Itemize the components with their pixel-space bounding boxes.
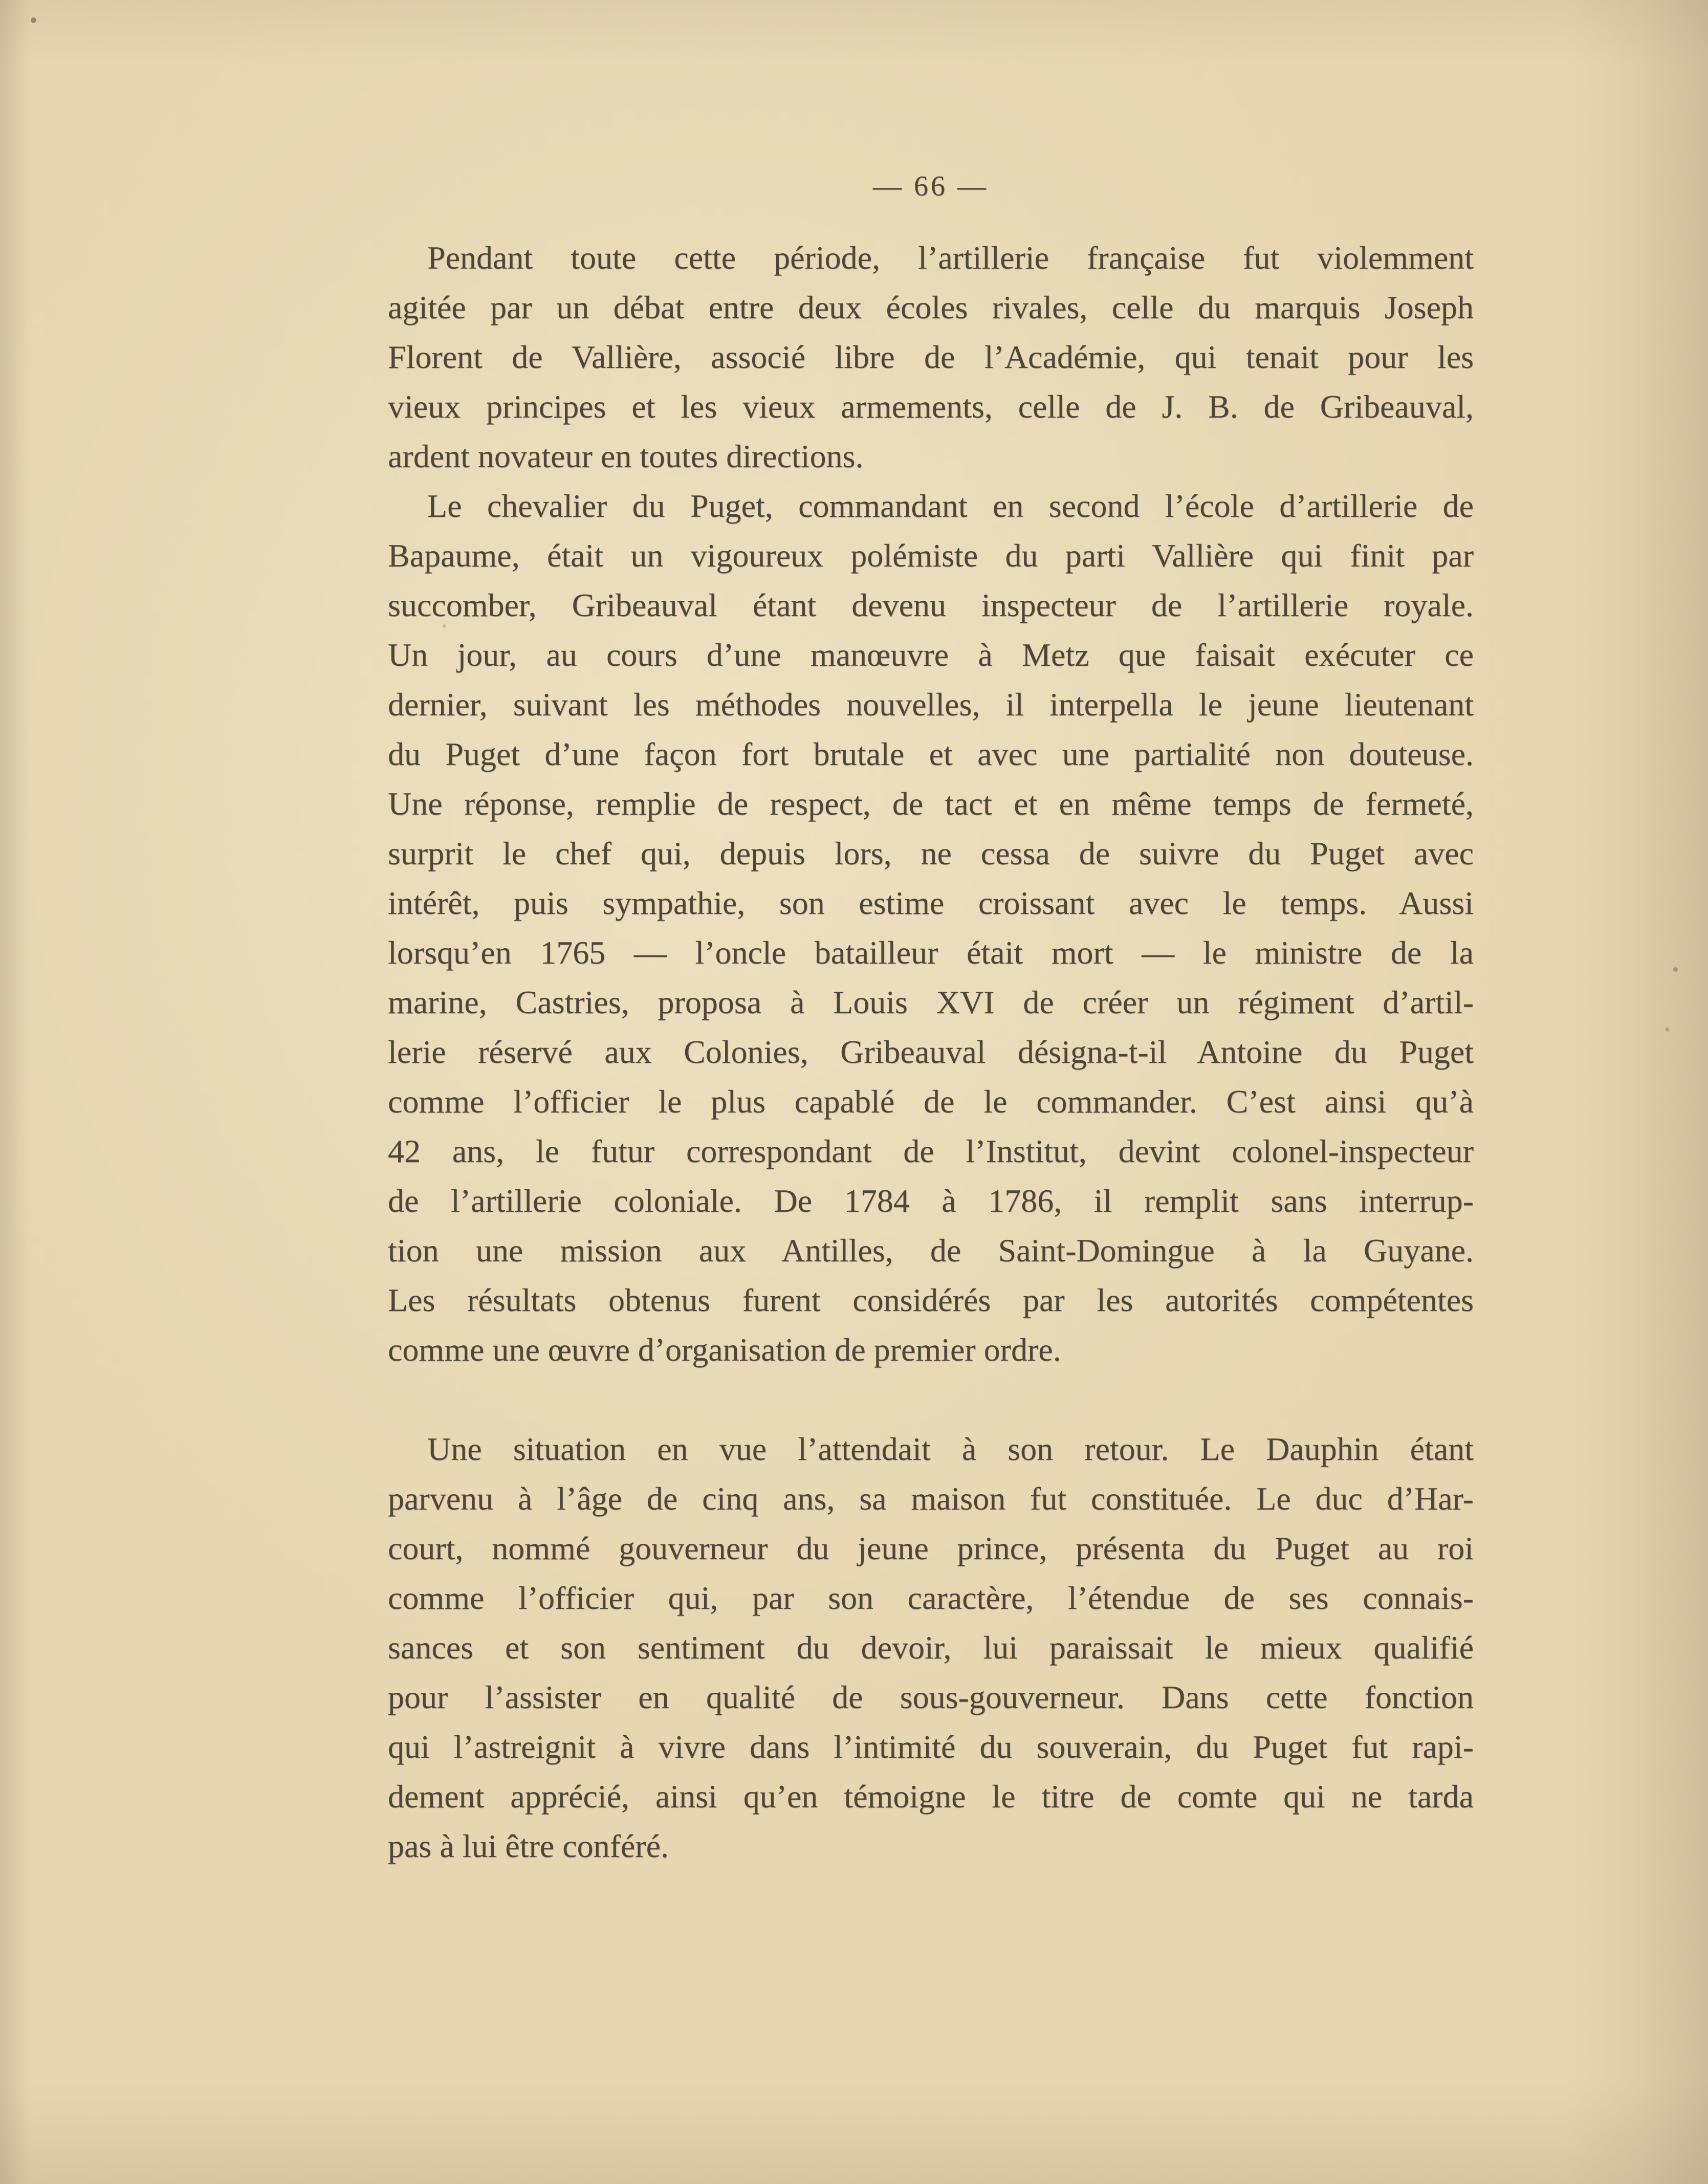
text-block xyxy=(388,233,1474,1871)
text-line: Le chevalier du Puget, commandant en second l’école d’artillerie de xyxy=(427,488,1474,524)
text-line: de l’artillerie coloniale. De 1784 à 1786, il remplit sans interrup- xyxy=(388,1183,1474,1219)
text-line: Bapaume, était un vigoureux polémiste du parti Vallière qui finit par xyxy=(388,537,1474,574)
text-line: court, nommé gouverneur du jeune prince, présenta du Puget au roi xyxy=(388,1530,1474,1566)
text-line: lorsqu’en 1765 — l’oncle batailleur était mort — le ministre de la xyxy=(388,934,1474,971)
text-line: du Puget d’une façon fort brutale et avec une partialité non douteuse. xyxy=(388,736,1474,772)
text-line: qui l’astreignit à vivre dans l’intimité du souverain, du Puget fut rapi- xyxy=(388,1729,1474,1765)
text-line: Un jour, au cours d’une manœuvre à Metz que faisait exécuter ce xyxy=(388,637,1474,673)
text-line: Pendant toute cette période, l’artillerie française fut violemment xyxy=(427,239,1474,276)
text-line: comme l’officier qui, par son caractère, l’étendue de ses connais- xyxy=(388,1580,1474,1616)
text-line: vieux principes et les vieux armements, celle de J. B. de Gribeauval, xyxy=(388,388,1474,425)
text-line: comme l’officier le plus capablé de le commander. C’est ainsi qu’à xyxy=(388,1083,1474,1120)
paper-speck xyxy=(443,624,446,628)
text-line: marine, Castries, proposa à Louis XVI de créer un régiment d’artil- xyxy=(388,984,1474,1020)
text-line: Une réponse, remplie de respect, de tact et en même temps de fermeté, xyxy=(388,785,1474,822)
paper-speck xyxy=(1673,967,1678,972)
text-line: dernier, suivant les méthodes nouvelles, il interpella le jeune lieutenant xyxy=(388,686,1474,723)
text-line: parvenu à l’âge de cinq ans, sa maison fut constituée. Le duc d’Har- xyxy=(388,1480,1474,1517)
text-line: pour l’assister en qualité de sous-gouverneur. Dans cette fonction xyxy=(388,1679,1474,1715)
text-line: surprit le chef qui, depuis lors, ne cessa de suivre du Puget avec xyxy=(388,835,1474,871)
text-line: intérêt, puis sympathie, son estime croissant avec le temps. Aussi xyxy=(388,885,1474,921)
text-line: Une situation en vue l’attendait à son retour. Le Dauphin étant xyxy=(427,1431,1474,1467)
paper-speck xyxy=(31,17,36,23)
text-line: succomber, Gribeauval étant devenu inspecteur de l’artillerie royale. xyxy=(388,587,1474,623)
text-line: tion une mission aux Antilles, de Saint-Domingue à la Guyane. xyxy=(388,1232,1474,1269)
text-line: lerie réservé aux Colonies, Gribeauval désigna-t-il Antoine du Puget xyxy=(388,1034,1474,1070)
text-line: Les résultats obtenus furent considérés par les autorités compétentes xyxy=(388,1282,1474,1318)
page-number: — 66 — xyxy=(873,170,989,202)
text-line: Florent de Vallière, associé libre de l’Académie, qui tenait pour les xyxy=(388,339,1474,375)
text-line: sances et son sentiment du devoir, lui paraissait le mieux qualifié xyxy=(388,1629,1474,1666)
text-line: 42 ans, le futur correspondant de l’Institut, devint colonel-inspecteur xyxy=(388,1133,1474,1169)
paper-speck xyxy=(1665,1028,1669,1032)
text-line: dement apprécié, ainsi qu’en témoigne le titre de comte qui ne tarda xyxy=(388,1778,1474,1815)
paragraph xyxy=(388,233,1474,481)
text-line: ardent novateur en toutes directions. xyxy=(388,438,864,474)
paragraph xyxy=(388,1424,1474,1871)
text-line: agitée par un débat entre deux écoles rivales, celle du marquis Joseph xyxy=(388,289,1474,325)
text-line: comme une œuvre d’organisation de premier ordre. xyxy=(388,1331,1061,1368)
paragraph xyxy=(388,481,1474,1374)
text-line: pas à lui être conféré. xyxy=(388,1828,669,1864)
